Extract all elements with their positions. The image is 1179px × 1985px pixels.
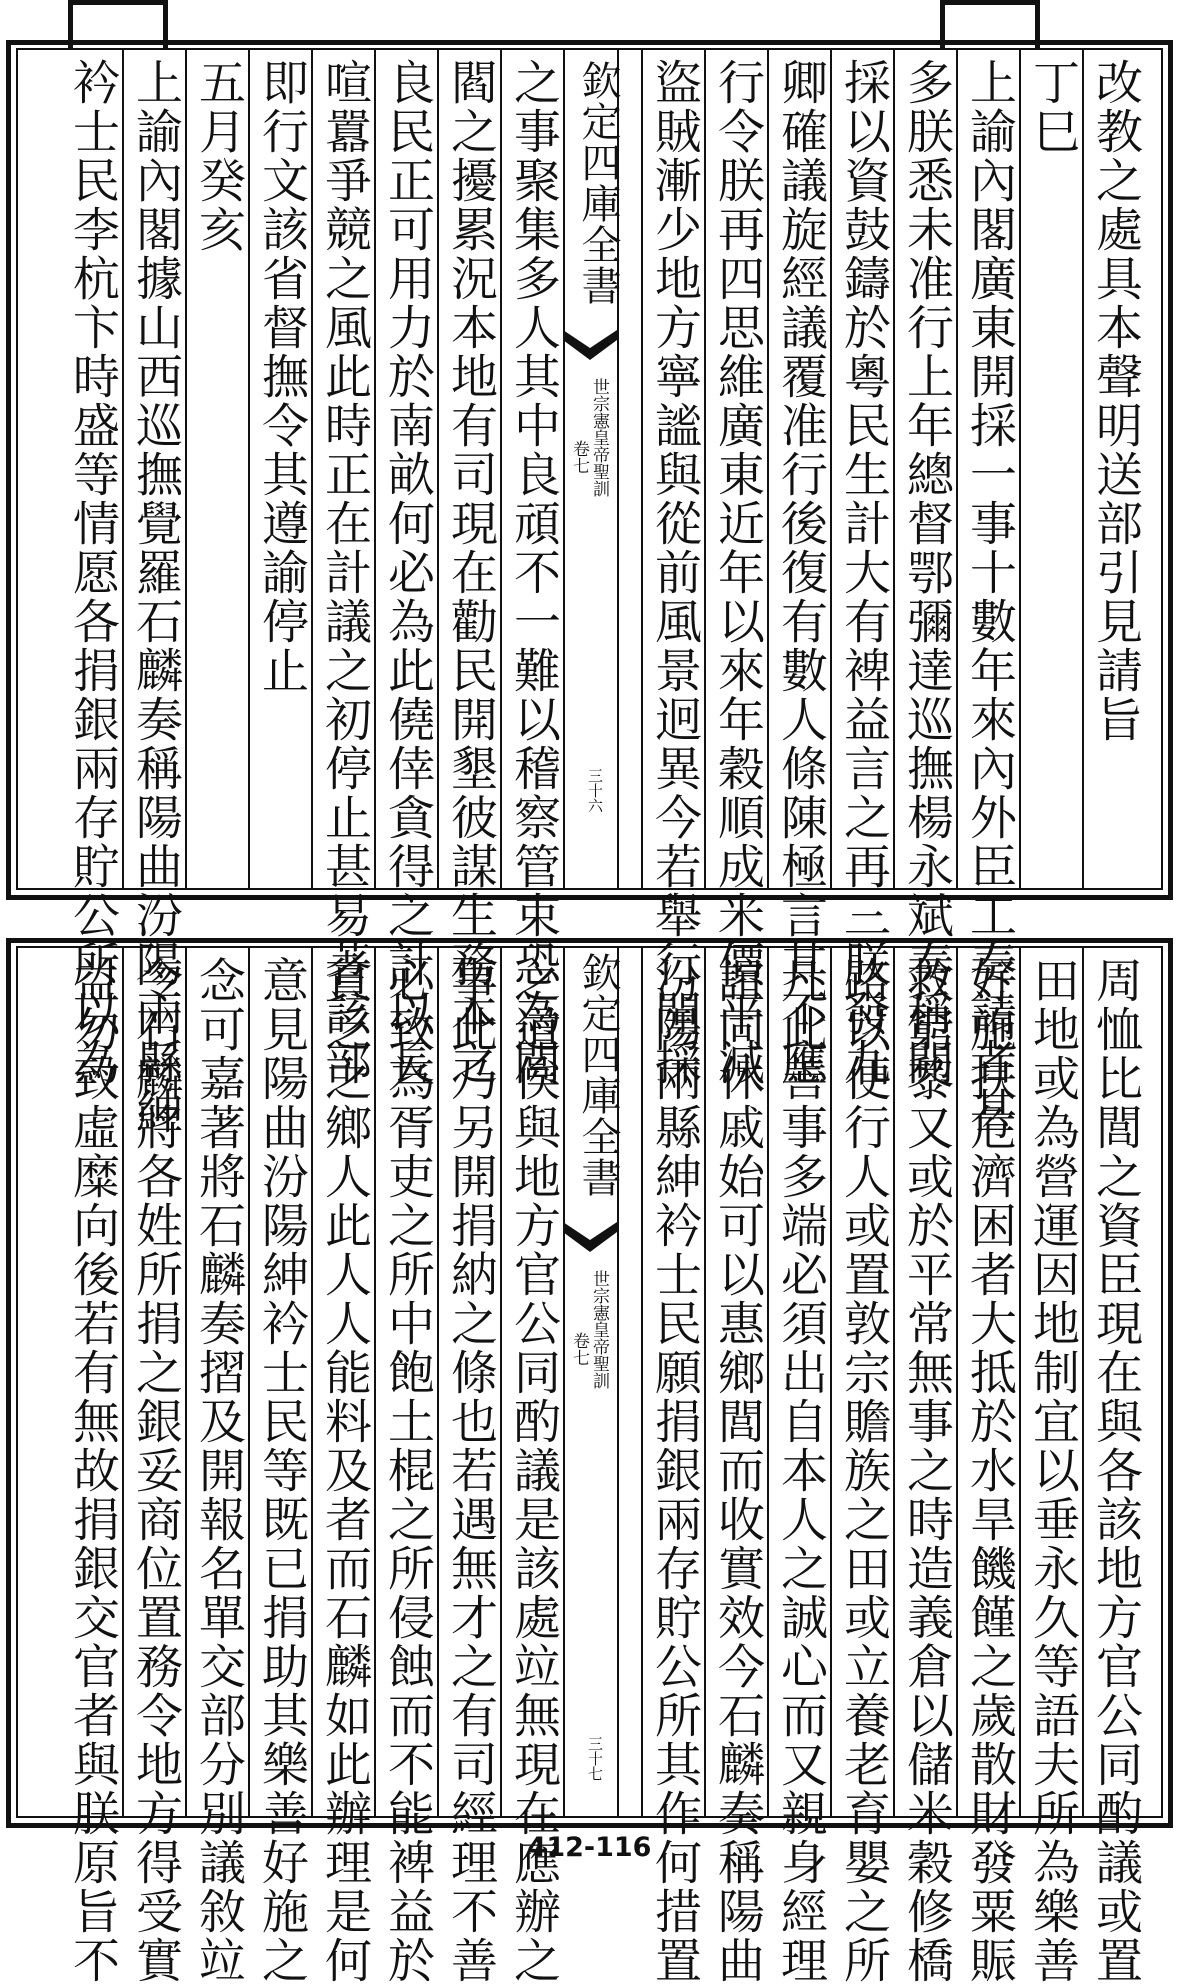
text-column: 良民正可用力於南畝何必為此僥倖貪得之計以長 (380, 58, 435, 1087)
top-band-subtitle: 世宗憲皇帝聖訓 (589, 378, 609, 497)
column-rule (500, 946, 502, 1816)
text-column: 多朕悉未准行上年總督鄂彌達巡撫楊永斌奏稱開 (899, 58, 954, 1087)
text-column: 汾陽兩縣紳衿士民願捐銀兩存貯公所其作何措置 (647, 956, 702, 1985)
text-column: 益勿致虛糜向後若有無故捐銀交官者與朕原旨不 (65, 956, 120, 1985)
bottom-band-volume: 卷七 (569, 1332, 589, 1366)
top-folio-number: 三十六 (586, 768, 604, 813)
column-rule (1019, 946, 1021, 1816)
text-column: 衿士民李杭卞時盛等情愿各捐銀兩存貯公所以為 (65, 58, 120, 1087)
text-column: 改教之處具本聲明送部引見請旨 (1088, 58, 1143, 744)
text-column: 喧囂爭競之風此時正在計議之初停止甚易著該部 (317, 58, 372, 1087)
text-column: 盜賊漸少地方寧謐與從前風景迥異今若舉行開採 (647, 58, 702, 1087)
top-fishtail-mark (563, 330, 617, 370)
column-rule (830, 48, 832, 888)
column-rule (1082, 48, 1084, 888)
bottom-band-title: 欽定四庫全書 (575, 952, 621, 1198)
text-column: 令石麟將各姓所捐之銀妥商位置務令地方得受實 (128, 956, 183, 1985)
text-column: 凡此善事多端必須出自本人之誠心而又親身經理 (773, 956, 828, 1985)
column-rule (248, 946, 250, 1816)
page-number: 412-116 (527, 1832, 652, 1863)
column-rule (893, 48, 895, 888)
text-column: 上諭內閣廣東開採一事十數年來內外臣工奏請者甚 (962, 58, 1017, 1136)
column-rule (1019, 48, 1021, 888)
bottom-folio-number: 三十七 (586, 1736, 604, 1781)
column-rule (956, 48, 958, 888)
text-column: 念可嘉著將石麟奏摺及開報名單交部分別議敘竝 (191, 956, 246, 1985)
text-column: 事此乃另開捐納之條也若遇無才之有司經理不善 (443, 956, 498, 1985)
text-column: 上諭內閣據山西巡撫覺羅石麟奏稱陽曲汾陽兩縣紳 (128, 58, 183, 1136)
column-rule (122, 946, 124, 1816)
top-band-volume: 卷七 (569, 440, 589, 474)
column-rule (185, 946, 187, 1816)
text-column: 之事聚集多人其中良頑不一難以稽察管束恐為閭 (506, 58, 561, 1087)
column-rule (641, 48, 643, 888)
text-column: 之道俟與地方官公同酌議是該處竝無現在應辦之 (506, 956, 561, 1985)
text-column: 五月癸亥 (191, 58, 246, 254)
column-rule (437, 48, 439, 888)
text-column: 行令朕再四思維廣東近年以來年穀順成米價平減 (710, 58, 765, 1087)
text-column: 周恤比閭之資臣現在與各該地方官公同酌議或置 (1088, 956, 1143, 1985)
column-rule (374, 48, 376, 888)
column-rule (956, 946, 958, 1816)
column-rule (311, 48, 313, 888)
column-rule (641, 946, 643, 1816)
column-rule (704, 48, 706, 888)
text-column: 閻之擾累況本地有司現在勸民開墾彼謀生務本之 (443, 58, 498, 1087)
column-rule (1082, 946, 1084, 1816)
bottom-band-subtitle: 世宗憲皇帝聖訓 (589, 1270, 609, 1389)
column-rule (500, 48, 502, 888)
text-column: 必致為胥吏之所中飽土棍之所侵蝕而不能裨益於 (380, 956, 435, 1985)
column-rule (830, 946, 832, 1816)
text-column: 路以便行人或置敦宗贍族之田或立養老育嬰之所 (836, 956, 891, 1985)
text-column: 田地或為營運因地制宜以垂永久等語夫所為樂善 (1025, 956, 1080, 1985)
column-rule (311, 946, 313, 1816)
text-column: 即行文該省督撫令其遵諭停止 (254, 58, 309, 695)
column-rule (374, 946, 376, 1816)
column-rule (437, 946, 439, 1816)
column-rule (704, 946, 706, 1816)
column-rule (122, 48, 124, 888)
text-column: 好施扶危濟困者大抵於水旱饑饉之歲散財發粟賑 (962, 956, 1017, 1985)
column-rule (185, 48, 187, 888)
column-rule (893, 946, 895, 1816)
text-column: 採以資鼓鑄於粵民生計大有裨益言之再三朕發九 (836, 58, 891, 1087)
text-column: 卿確議旋經議覆准行後復有數人條陳極言其不應 (773, 58, 828, 1087)
top-band-title: 欽定四庫全書 (575, 60, 621, 306)
bottom-fishtail-mark (563, 1222, 617, 1262)
text-column: 意見陽曲汾陽紳衿士民等既已捐助其樂善好施之 (254, 956, 309, 1985)
text-column: 丁巳 (1025, 58, 1080, 156)
text-column: 救窮黎又或於平常無事之時造義倉以儲米穀修橋 (899, 956, 954, 1985)
column-rule (767, 946, 769, 1816)
text-column: 貧乏之鄉人此人人能料及者而石麟如此辦理是何 (317, 956, 372, 1985)
text-column: 誼同休戚始可以惠鄉閭而收實效今石麟奏稱陽曲 (710, 956, 765, 1985)
top-center-band (563, 48, 621, 888)
column-rule (248, 48, 250, 888)
column-rule (767, 48, 769, 888)
bottom-center-band (563, 946, 621, 1816)
